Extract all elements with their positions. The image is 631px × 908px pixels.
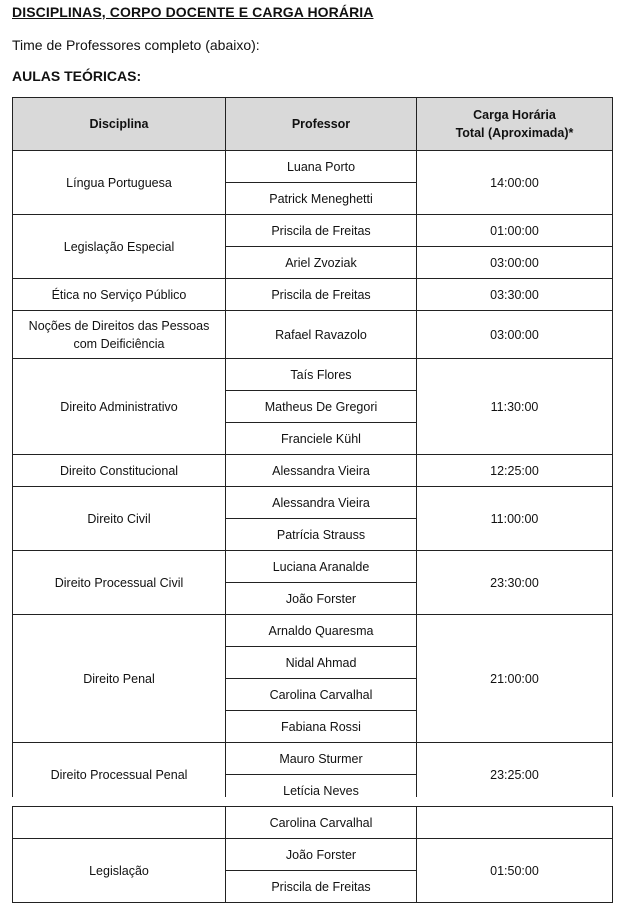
- professor-cell: Alessandra Vieira: [226, 487, 417, 519]
- disciplina-cell: Língua Portuguesa: [13, 151, 226, 215]
- disciplina-cell: Direito Administrativo: [13, 359, 226, 455]
- page-break-gap: [0, 797, 631, 806]
- carga-cell: [417, 807, 613, 839]
- professor-cell: Priscila de Freitas: [226, 279, 417, 311]
- carga-cell: 01:00:00: [417, 215, 613, 247]
- disciplines-table-continued: [12, 806, 613, 903]
- header-professor: Professor: [226, 98, 417, 151]
- professor-cell: Franciele Kühl: [226, 423, 417, 455]
- disciplina-cell: Direito Constitucional: [13, 455, 226, 487]
- disciplina-cell: [13, 807, 226, 839]
- table-row: [13, 807, 613, 839]
- professor-cell: Nidal Ahmad: [226, 647, 417, 679]
- professor-cell: Priscila de Freitas: [226, 215, 417, 247]
- professor-cell: Fabiana Rossi: [226, 711, 417, 743]
- disciplina-cell: Direito Processual Penal: [13, 743, 226, 807]
- professor-cell: Taís Flores: [226, 359, 417, 391]
- professor-cell: Luciana Aranalde: [226, 551, 417, 583]
- table-header-row: [13, 98, 613, 151]
- professor-cell: Carolina Carvalhal: [226, 807, 417, 839]
- disciplina-cell: Legislação: [13, 839, 226, 903]
- carga-cell: 23:30:00: [417, 551, 613, 615]
- header-carga-line1: Carga Horária: [473, 108, 556, 122]
- disciplina-cell: Direito Penal: [13, 615, 226, 743]
- page-heading: DISCIPLINAS, CORPO DOCENTE E CARGA HORÁRIA: [12, 4, 374, 20]
- disciplines-table: [12, 97, 613, 807]
- header-carga-line2: Total (Aproximada)*: [455, 126, 574, 140]
- professor-cell: Matheus De Gregori: [226, 391, 417, 423]
- disciplina-cell: Legislação Especial: [13, 215, 226, 279]
- carga-cell: 21:00:00: [417, 615, 613, 743]
- table-row: [13, 279, 613, 311]
- table-row: [13, 359, 613, 391]
- carga-cell: 11:00:00: [417, 487, 613, 551]
- table-row: [13, 839, 613, 871]
- table-row: [13, 487, 613, 519]
- professor-cell: Mauro Sturmer: [226, 743, 417, 775]
- table-row: [13, 551, 613, 583]
- carga-cell: 23:25:00: [417, 743, 613, 807]
- disciplina-cell: Direito Processual Civil: [13, 551, 226, 615]
- disciplina-cell: Noções de Direitos das Pessoas com Deificiência: [13, 311, 226, 359]
- carga-cell: 03:00:00: [417, 247, 613, 279]
- disciplina-cell: Ética no Serviço Público: [13, 279, 226, 311]
- carga-cell: 11:30:00: [417, 359, 613, 455]
- professor-cell: Ariel Zvoziak: [226, 247, 417, 279]
- professor-cell: Letícia Neves: [226, 775, 417, 807]
- professor-cell: Arnaldo Quaresma: [226, 615, 417, 647]
- carga-cell: 03:00:00: [417, 311, 613, 359]
- professor-cell: Priscila de Freitas: [226, 871, 417, 903]
- table-row: [13, 311, 613, 359]
- professor-cell: Luana Porto: [226, 151, 417, 183]
- disciplina-cell: Direito Civil: [13, 487, 226, 551]
- header-carga: [417, 98, 613, 151]
- carga-cell: 03:30:00: [417, 279, 613, 311]
- table-row: [13, 215, 613, 247]
- carga-cell: 14:00:00: [417, 151, 613, 215]
- header-disciplina: Disciplina: [13, 98, 226, 151]
- professor-cell: João Forster: [226, 583, 417, 615]
- table-row: [13, 743, 613, 775]
- professor-cell: João Forster: [226, 839, 417, 871]
- section-title: AULAS TEÓRICAS:: [12, 68, 142, 84]
- carga-cell: 01:50:00: [417, 839, 613, 903]
- table-row: [13, 455, 613, 487]
- carga-cell: 12:25:00: [417, 455, 613, 487]
- professor-cell: Patrick Meneghetti: [226, 183, 417, 215]
- professor-cell: Carolina Carvalhal: [226, 679, 417, 711]
- professor-cell: Patrícia Strauss: [226, 519, 417, 551]
- professor-cell: Alessandra Vieira: [226, 455, 417, 487]
- table-row: [13, 151, 613, 183]
- table-row: [13, 615, 613, 647]
- professor-cell: Rafael Ravazolo: [226, 311, 417, 359]
- subtitle: Time de Professores completo (abaixo):: [12, 37, 260, 53]
